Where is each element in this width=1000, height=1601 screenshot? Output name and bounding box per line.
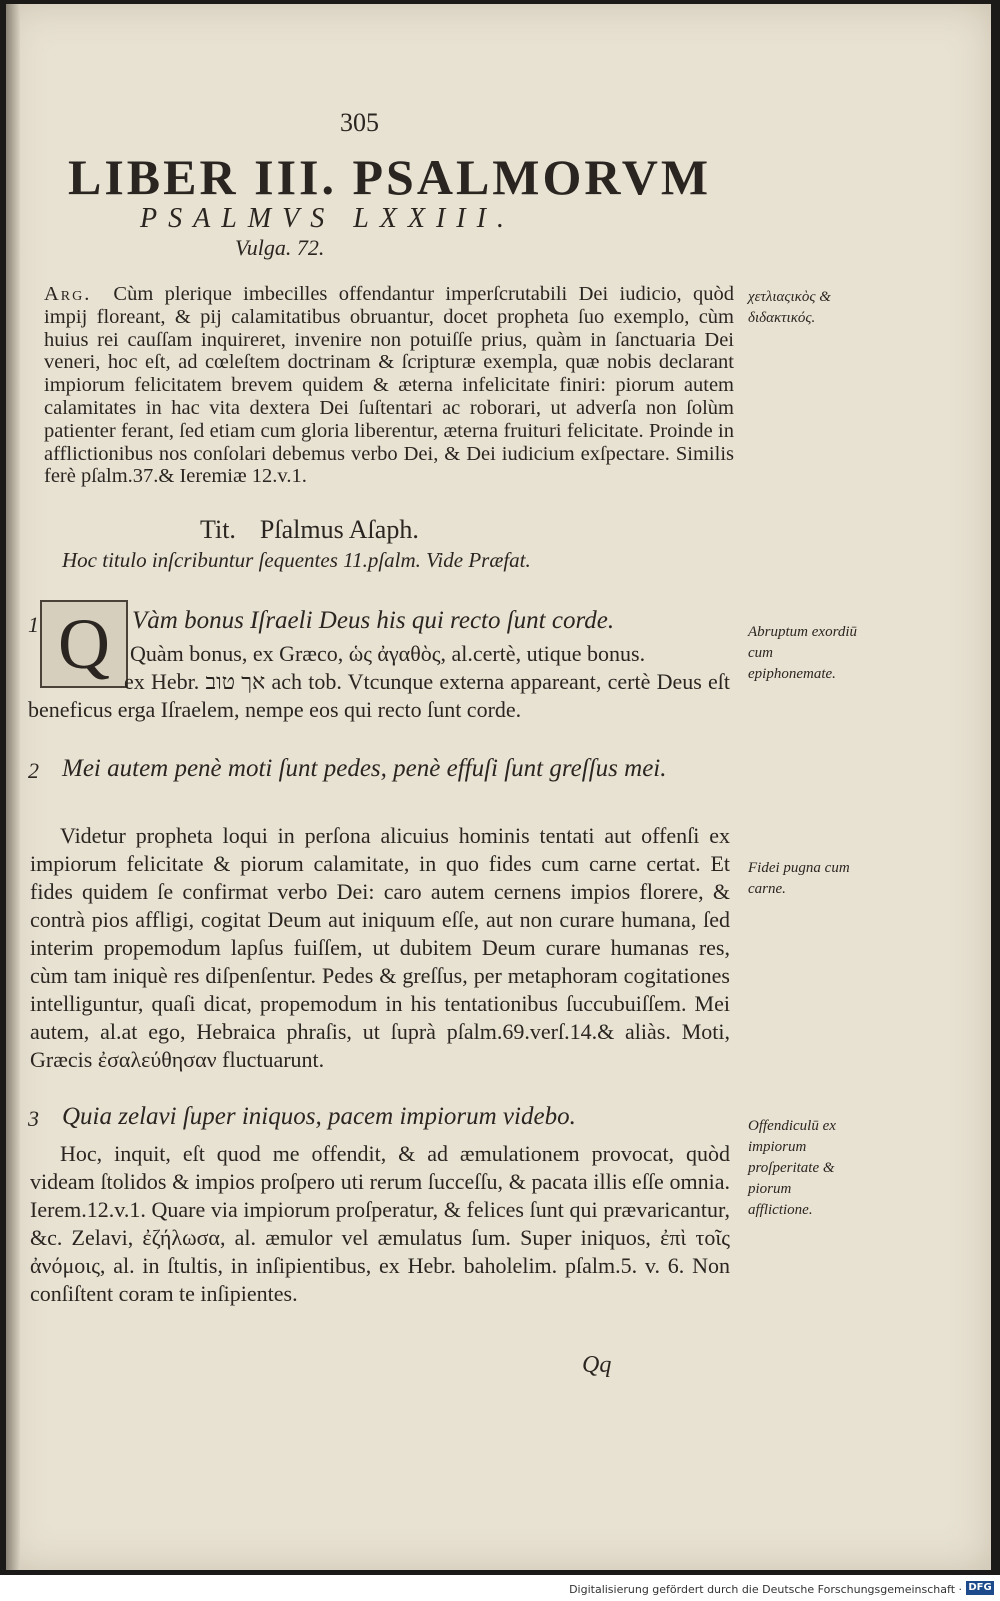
psalm-heading: PSALMVS LXXIII. <box>140 203 515 234</box>
book-page <box>6 4 991 1570</box>
verse-number: 2 <box>28 758 39 783</box>
argument-label: Arg. <box>44 283 92 305</box>
marginal-note-1: χετλιαςικὸς & διδακτικός. <box>748 289 831 326</box>
verse-2-comment: Videtur propheta loqui in perſona alicuius hominis tentati aut offenſi ex impiorum felicitate & piorum calamitate, in quo fides cum carne certat. Et fides quidem ſe confirmat verbo Dei: caro autem cernens impios florere, & contrà pios affligi, cogitat Deum aut iniquum eſſe, aut non curare humana, ſed interim propemodum lapſus fuiſſem, ut dubitem Deum curare humanas res, cùm tam iniquè res diſpenſentur. Pedes & greſſus, per metaphoram cogitationes intelliguntur, quaſi dicat, propemodum in his tentationibus ſuccubuiſſem. Mei autem, al.at ego, Hebraica phraſis, ut ſuprà pſalm.69.verſ.14.& aliàs. Moti, Græcis ἐσαλεύθησαν fluctuarunt. <box>30 823 730 1072</box>
marginal-note-3: Fidei pugna cum carne. <box>748 860 850 897</box>
verse-2-text: Mei autem penè moti ſunt pedes, penè effuſi ſunt greſſus mei. <box>62 755 667 782</box>
verse-1-text: Vàm bonus Iſraeli Deus his qui recto ſunt corde. <box>132 607 615 634</box>
verse-1-comment-continued: ex Hebr. אך טוב ach tob. Vtcunque externa appareant, certè Deus eſt beneficus erga Iſraelem, nempe eos qui recto ſunt corde. <box>28 669 730 722</box>
page-number: 305 <box>340 108 379 137</box>
title-text: Pſalmus Aſaph. <box>259 515 419 544</box>
marginal-note-4: Offendiculū ex impiorum proſperitate & piorum afflictione. <box>748 1118 836 1218</box>
marginal-note-2: Abruptum exordiū cum epiphonemate. <box>748 624 858 682</box>
verse-3-text: Quia zelavi ſuper iniquos, pacem impiorum videbo. <box>62 1103 576 1130</box>
verse-3-comment: Hoc, inquit, eſt quod me offendit, & ad æmulationem provocat, quòd videam ſtolidos & impios proſpero uti rerum ſucceſſu, & pacata illis eſſe omnia. Ierem.12.v.1. Quare via impiorum proſperatur, & felices ſunt qui prævaricantur, &c. Zelavi, ἐζήλωσα, al. æmulor vel æmulatus ſum. Super iniquos, ἐπὶ τοῖς ἀνόμοις, al. in ſtultis, in inſipientibus, ex Hebr. baholelim. pſalm.5. v. 6. Non conſiſtent coram te inſipientes. <box>30 1141 730 1306</box>
decorated-initial: Q <box>40 600 128 688</box>
verse-number: 3 <box>28 1106 39 1131</box>
psalm-title-line <box>200 515 419 545</box>
title-note: Hoc titulo inſcribuntur ſequentes 11.pſalm. Vide Præfat. <box>62 548 531 572</box>
verse-number: 1 <box>28 612 39 637</box>
verse-1-comment: Quàm bonus, ex Græco, ὡς ἀγαθὸς, al.certè, utique bonus. <box>130 641 646 666</box>
title-label: Tit. <box>200 515 236 544</box>
book-title: LIBER III. PSALMORVM <box>68 149 712 205</box>
argument-paragraph <box>44 283 734 488</box>
dfg-logo: DFG <box>966 1581 994 1595</box>
page-gutter <box>6 4 20 1570</box>
argument-text: Cùm plerique imbecilles offendantur imperſcrutabili Dei iudicio, quòd impij floreant, & pij calamitatibus obruantur, docet propheta ſuo exemplo, cùm huius rei cauſſam inquireret, invenire non potuiſſe prius, quàm in ſanctuaria Dei veneri, hoc eſt, ad cœleſtem doctrinam & ſcripturæ exempla, quæ nobis declarant impiorum felicitatem brevem quidem & æterna infelicitate finiri: piorum autem calamitates in hac vita dextera Dei ſuſtentari ac roborari, ut adverſa non ſolùm patienter ferant, ſed etiam cum gloria liberentur, æterna fruituri felicitate. Proinde in afflictionibus nos conſolari debemus verbo Dei, & Dei iudicium exſpectare. Similis ferè pſalm.37.& Ieremiæ 12.v.1. <box>44 283 734 488</box>
footer-text: Digitalisierung gefördert durch die Deutsche Forschungsgemeinschaft · <box>569 1583 962 1596</box>
vulgate-reference: Vulga. 72. <box>235 235 325 260</box>
signature-mark: Qq <box>582 1352 612 1378</box>
